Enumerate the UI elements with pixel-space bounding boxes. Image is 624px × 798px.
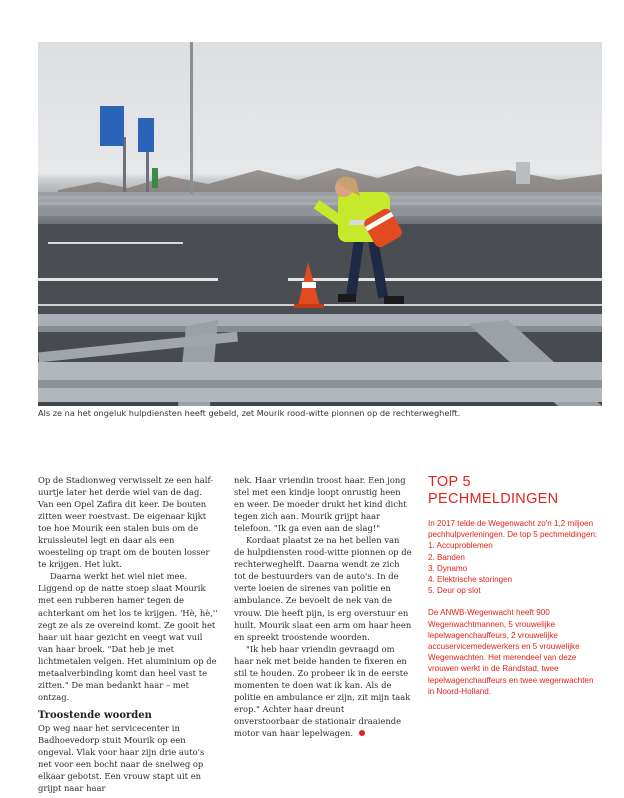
article-column-1 bbox=[38, 474, 218, 794]
list-item: 4. Elektrische storingen bbox=[428, 575, 513, 585]
road-sign bbox=[100, 106, 124, 146]
top5-sidebar bbox=[428, 474, 598, 697]
photo-caption: Als ze na het ongeluk hulpdiensten heeft gebeld, zet Mourik rood-witte pionnen op de rechterweghelft. bbox=[38, 408, 461, 418]
list-item: 5. Deur op slot bbox=[428, 586, 481, 596]
paragraph: Kordaat plaatst ze na het bellen van de hulpdiensten rood-witte pionnen op de rechterweghelft. Daarna wendt ze zich tot de bestuurders van de auto's. In de verte loeien de sirenes van politie en ambulance. Ze bevoelt de nek van de vrouw. Die heeft pijn, is erg overstuur en huilt. Mourik slaat een arm om haar heen en spreekt troostende woorden. bbox=[234, 535, 412, 642]
sidebar-title-line2: PECHMELDINGEN bbox=[428, 491, 559, 507]
article-photo bbox=[38, 42, 602, 406]
highway-scene-illustration bbox=[38, 42, 602, 406]
paragraph: nek. Haar vriendin troost haar. Een jong stel met een kindje loopt onrustig heen en weer. De moeder drukt het kind dicht tegen zich aan. Mourik grijpt haar telefoon. "Ik ga even aan de slag!" bbox=[234, 475, 407, 534]
paragraph: Daarna werkt het wiel niet mee. Liggend op de natte stoep slaat Mourik met een rubberen hamer tegen de achterkant om het los te krijgen. 'Hè, hè,'' zegt ze als ze overeind komt. Ze gooit het haar uit haar gezicht en veegt wat vuil van haar broek. "Dat heb je met lichtmetalen velgen. Het aluminium op de metaalverbinding komt dan heel vast te zitten." De man bedankt haar – met ontzag. bbox=[38, 571, 218, 702]
sidebar-intro: In 2017 telde de Wegenwacht zo'n 1,2 miljoen pechhulpverleningen. De top 5 pechmeldingen: bbox=[428, 519, 598, 540]
list-item: 1. Accuproblemen bbox=[428, 541, 493, 551]
paragraph: Op weg naar het servicecenter in Badhoevedorp stuit Mourik op een ongeval. Vlak voor haar zijn drie auto's net voor een bocht naar de snelweg op elkaar gebotst. Een vrouw stapt uit en grijpt naar haar bbox=[38, 722, 205, 794]
subheading: Troostende woorden bbox=[38, 709, 152, 721]
sidebar-outro: De ANWB-Wegenwacht heeft 900 Wegenwachtmannen, 5 vrouwelijke lepelwagenchauffeurs, 2 vrouwelijke accuservicemedewerkers en 5 vrouwelijke Wegenwachten. Het merendeel van deze vrouwen werkt in de Randstad, twee lepelwagenchauffeurs en twee wegenwachten in Noord-Holland. bbox=[428, 608, 594, 696]
paragraph: Op de Stadionweg verwisselt ze een half-uurtje later het derde wiel van de dag. Van een Opel Zafira dit keer. De bouten zitten weer roestvast. De eigenaar kijkt toe hoe Mourik een stalen buis om de kruissleutel legt en daar als een woesteling op trapt om de bouten losser te krijgen. Het lukt. bbox=[38, 475, 214, 570]
article-column-2 bbox=[234, 474, 412, 739]
sidebar-text bbox=[428, 518, 598, 697]
list-item: 3. Dynamo bbox=[428, 563, 468, 573]
road-sign bbox=[138, 118, 154, 152]
paragraph: "Ik heb haar vriendin gevraagd om haar nek met beide handen te fixeren en stil te houden. Zo probeer ik in de eerste momenten te doen wat ik kan. Als de politie en ambulance er zijn, zit mijn taak erop." Achter haar dreunt onverstoorbaar de stationair draaiende motor van haar lepelwagen. bbox=[234, 643, 411, 738]
pechmeldingen-list bbox=[428, 540, 598, 596]
sidebar-title-line1: TOP 5 bbox=[428, 474, 471, 490]
end-of-article-dot-icon bbox=[359, 730, 365, 736]
list-item: 2. Banden bbox=[428, 552, 465, 562]
